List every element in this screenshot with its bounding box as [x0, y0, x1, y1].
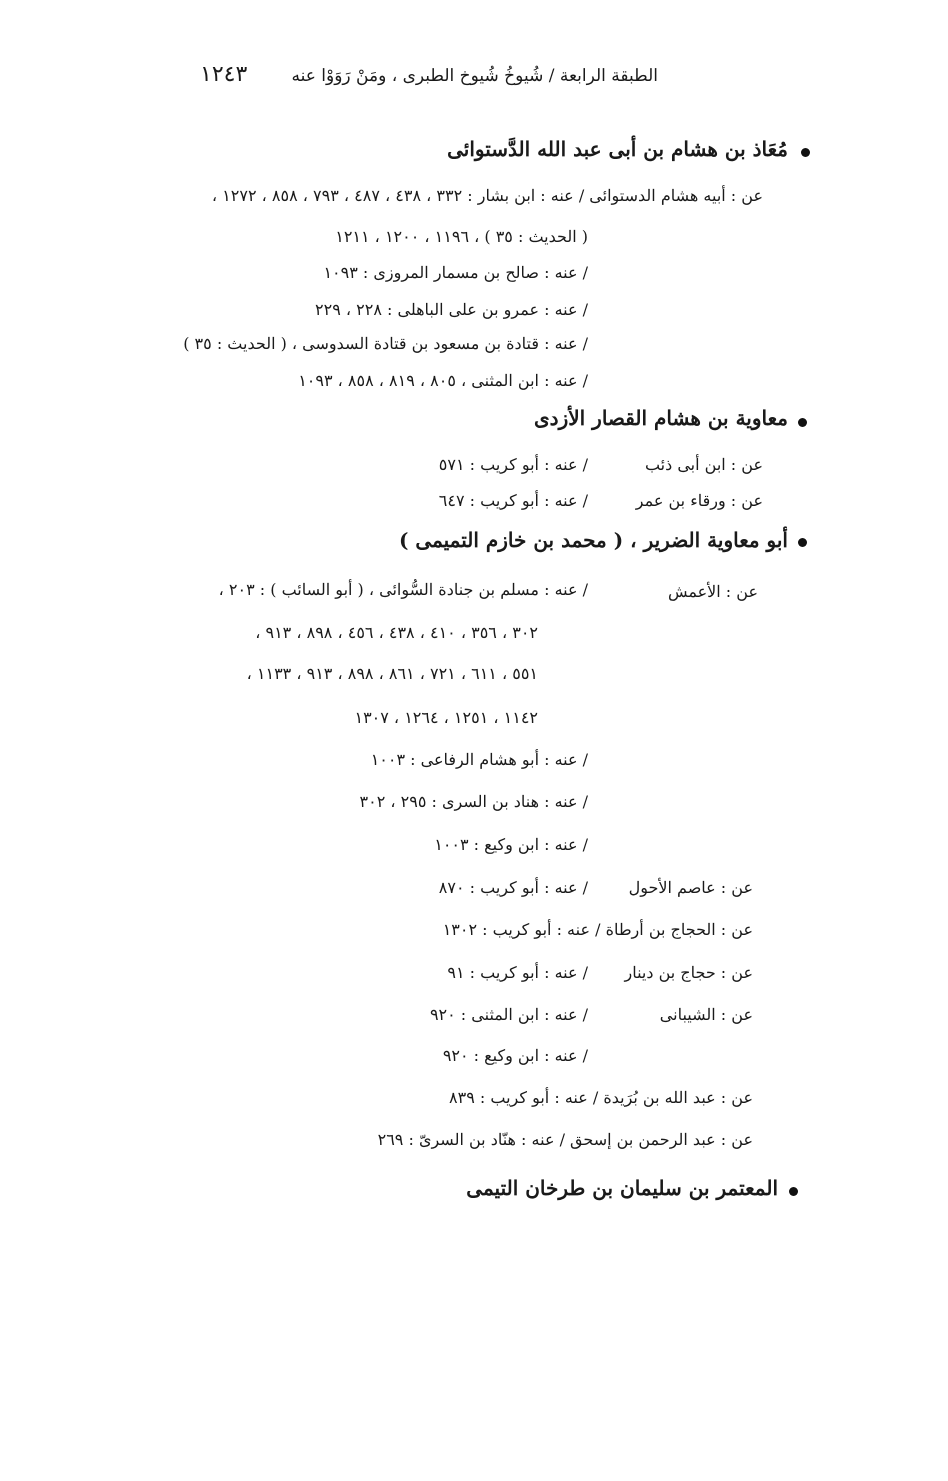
entry-bullet-icon	[798, 538, 807, 547]
entry-title-muawiya: معاوية بن هشام القصار الأزدى	[534, 406, 788, 430]
entry-line: عن : الشيبانى	[659, 1005, 753, 1024]
entry-line: / عنه : ابن وكيع : ١٠٠٣	[434, 835, 588, 854]
entry-line: / عنه : قتادة بن مسعود بن قتادة السدوسى ، ( الحديث : ٣٥ )	[183, 334, 588, 353]
page-number: ١٢٤٣	[200, 62, 248, 87]
entry-line: / عنه : أبو كريب : ٦٤٧	[438, 491, 588, 510]
entry-bullet-icon	[801, 148, 810, 157]
entry-line: عن : أبيه هشام الدستوائى / عنه : ابن بشار : ٣٣٢ ، ٤٣٨ ، ٤٨٧ ، ٧٩٣ ، ٨٥٨ ، ١٢٧٢ ،	[211, 186, 763, 205]
entry-title-mutamir: المعتمر بن سليمان بن طرخان التيمى	[466, 1176, 778, 1200]
entry-title-abu-muawiya: أبو معاوية الضرير ، ( محمد بن خازم التميمى )	[398, 528, 788, 552]
entry-line: ٥٥١ ، ٦١١ ، ٧٢١ ، ٨٦١ ، ٨٩٨ ، ٩١٣ ، ١١٣٣ ،	[246, 664, 538, 683]
entry-line: / عنه : مسلم بن جنادة السُّوائى ، ( أبو السائب ) : ٢٠٣ ،	[218, 580, 588, 599]
entry-line: عن : ابن أبى ذئب	[644, 455, 763, 474]
entry-line: / عنه : أبو كريب : ٥٧١	[438, 455, 588, 474]
entry-line: / عنه : عمرو بن على الباهلى : ٢٢٨ ، ٢٢٩	[315, 300, 588, 319]
entry-line: / عنه : صالح بن مسمار المروزى : ١٠٩٣	[323, 263, 588, 282]
entry-line: ١١٤٢ ، ١٢٥١ ، ١٢٦٤ ، ١٣٠٧	[354, 708, 538, 727]
entry-line: عن : عاصم الأحول	[628, 878, 753, 897]
entry-line: عن : الحجاج بن أرطاة / عنه : أبو كريب : ١٣٠٢	[442, 920, 753, 939]
entry-line: ٣٠٢ ، ٣٥٦ ، ٤١٠ ، ٤٣٨ ، ٤٥٦ ، ٨٩٨ ، ٩١٣ ،	[255, 623, 538, 642]
entry-bullet-icon	[789, 1187, 798, 1196]
entry-line: ( الحديث : ٣٥ ) ، ١١٩٦ ، ١٢٠٠ ، ١٢١١	[335, 227, 588, 246]
entry-line: / عنه : ابن المثنى : ٩٢٠	[429, 1005, 588, 1024]
entry-line: / عنه : هناد بن السرى : ٢٩٥ ، ٣٠٢	[359, 792, 588, 811]
entry-line: / عنه : أبو كريب : ٨٧٠	[438, 878, 588, 897]
entry-title-muadh: مُعَاذ بن هشام بن أبى عبد الله الدَّستوائى	[447, 137, 788, 161]
entry-line: / عنه : ابن المثنى ، ٨٠٥ ، ٨١٩ ، ٨٥٨ ، ١٠٩٣	[298, 371, 588, 390]
entry-line: عن : ورقاء بن عمر	[635, 491, 763, 510]
entry-bullet-icon	[798, 418, 807, 427]
entry-line: / عنه : أبو كريب : ٩١	[447, 963, 588, 982]
entry-line: / عنه : ابن وكيع : ٩٢٠	[442, 1046, 588, 1065]
entry-line: عن : الأعمش	[667, 582, 758, 601]
entry-line: عن : عبد الرحمن بن إسحق / عنه : هنّاد بن السرىّ : ٢٦٩	[377, 1130, 753, 1149]
entry-line: عن : عبد الله بن بُرَيدة / عنه : أبو كريب : ٨٣٩	[449, 1088, 753, 1107]
running-header: الطبقة الرابعة / شُيوخُ شُيوخ الطبرى ، ومَنْ رَوَوْا عنه	[291, 66, 658, 86]
entry-line: / عنه : أبو هشام الرفاعى : ١٠٠٣	[370, 750, 588, 769]
entry-line: عن : حجاج بن دينار	[624, 963, 753, 982]
